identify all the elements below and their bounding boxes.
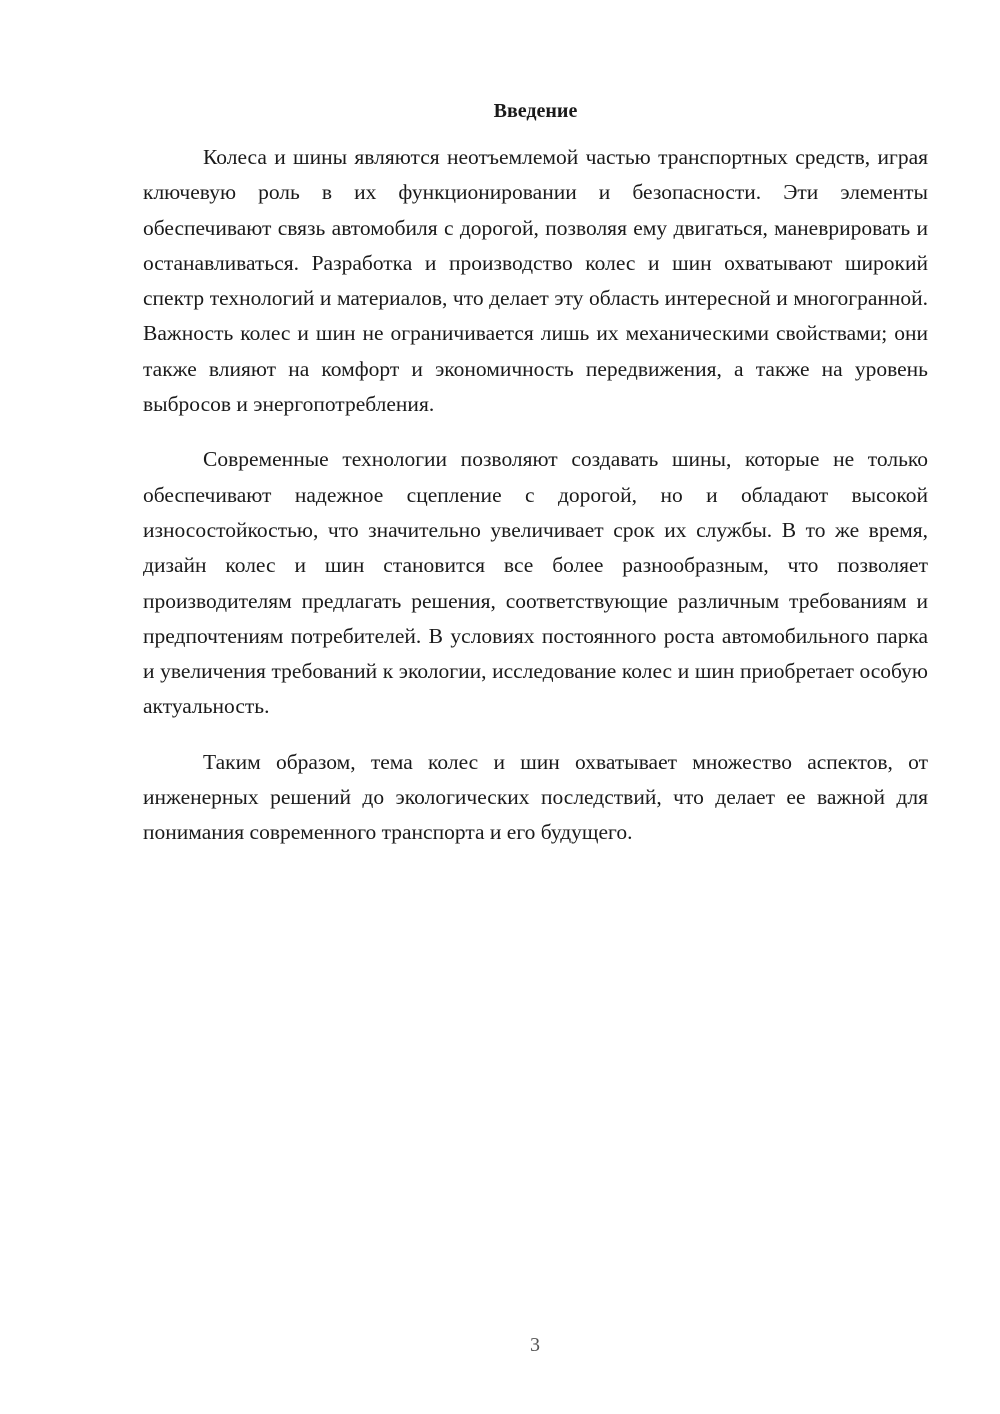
paragraph-1: Колеса и шины являются неотъемлемой частью транспортных средств, играя ключевую роль в их функционировании и безопасности. Эти элементы обеспечивают связь автомобиля с дорогой, позволяя ему двигаться, маневрировать и останавливаться. Разработка и производство колес и шин охватывают широкий спектр технологий и материалов, что делает эту область интересной и многогранной. Важность колес и шин не ограничивается лишь их механическими свойствами; они также влияют на комфорт и экономичность передвижения, а также на уровень выбросов и энергопотребления. — [143, 145, 928, 417]
page-heading: Введение — [493, 100, 578, 122]
page-content — [143, 96, 928, 851]
paragraph-2: Современные технологии позволяют создавать шины, которые не только обеспечивают надежное сцепление с дорогой, но и обладают высокой износостойкостью, что значительно увеличивает срок их службы. В то же время, дизайн колес и шин становится все более разнообразным, что позволяет производителям предлагать решения, соответствующие различным требованиям и предпочтениям потребителей. В условиях постоянного роста автомобильного парка и увеличения требований к экологии, исследование колес и шин приобретает особую актуальность. — [143, 447, 928, 719]
page-number: 3 — [530, 1334, 540, 1356]
paragraph-3: Таким образом, тема колес и шин охватывает множество аспектов, от инженерных решений до экологических последствий, что делает ее важной для понимания современного транспорта и его будущего. — [143, 749, 928, 845]
